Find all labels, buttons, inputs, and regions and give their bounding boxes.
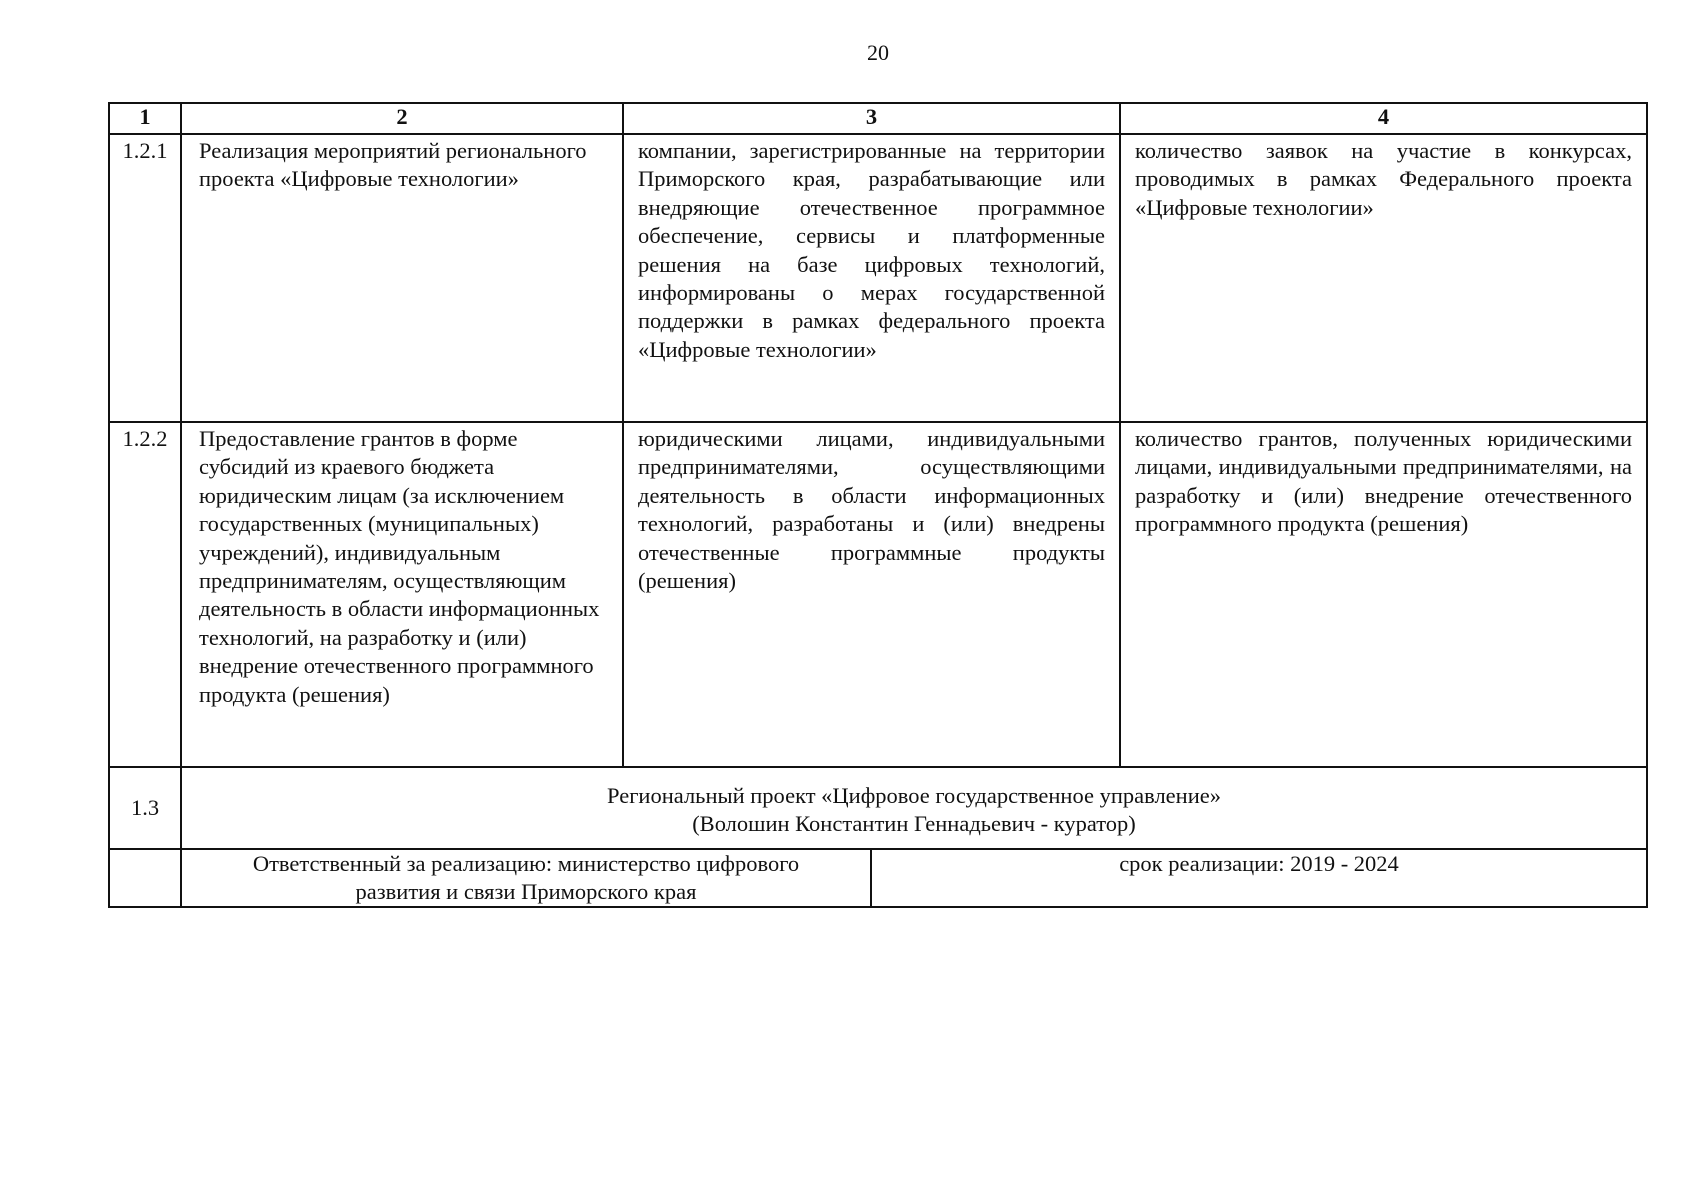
row-number: 1.2.2 xyxy=(109,422,181,767)
result-cell: юридическими лицами, индивидуальными предпринимателями, осуществляющими деятельность в области информационных технологий, разработаны и (или) внедрены отечественные программные продукты (решения) xyxy=(623,422,1120,767)
responsible-line-2: развития и связи Приморского края xyxy=(355,879,697,904)
column-header-1: 1 xyxy=(109,103,181,134)
column-header-2: 2 xyxy=(181,103,623,134)
table-header-row xyxy=(109,103,1647,134)
indicator-cell: количество заявок на участие в конкурсах, проводимых в рамках Федерального проекта «Цифровые технологии» xyxy=(1120,134,1647,422)
responsible-row xyxy=(109,849,1647,907)
event-cell: Предоставление грантов в форме субсидий из краевого бюджета юридическим лицам (за исключением государственных (муниципальных) учреждений), индивидуальным предпринимателям, осуществляющим деятельность в области информационных технологий, на разработку и (или) внедрение отечественного программного продукта (решения) xyxy=(181,422,623,767)
result-cell: компании, зарегистрированные на территории Приморского края, разрабатывающие или внедряющие отечественное программное обеспечение, сервисы и платформенные решения на базе цифровых технологий, информированы о мерах государственной поддержки в рамках федерального проекта «Цифровые технологии» xyxy=(623,134,1120,422)
responsible-container xyxy=(181,849,1647,907)
project-title: Региональный проект «Цифровое государственное управление» xyxy=(607,782,1221,808)
empty-number-cell xyxy=(109,849,181,907)
project-row xyxy=(109,767,1647,849)
project-cell xyxy=(181,767,1647,849)
project-number: 1.3 xyxy=(109,767,181,849)
indicator-cell: количество грантов, полученных юридическими лицами, индивидуальными предпринимателями, на разработку и (или) внедрение отечественного программного продукта (решения) xyxy=(1120,422,1647,767)
responsible-inner-table xyxy=(182,850,1646,906)
page-number: 20 xyxy=(867,40,889,65)
column-header-3: 3 xyxy=(623,103,1120,134)
project-curator: (Волошин Константин Геннадьевич - куратор) xyxy=(692,811,1136,836)
responsible-line-1: Ответственный за реализацию: министерство цифрового xyxy=(252,851,800,876)
program-table xyxy=(108,102,1648,908)
row-number: 1.2.1 xyxy=(109,134,181,422)
event-cell: Реализация мероприятий регионального проекта «Цифровые технологии» xyxy=(181,134,623,422)
column-header-4: 4 xyxy=(1120,103,1647,134)
period-cell: срок реализации: 2019 - 2024 xyxy=(1119,851,1399,876)
table-row xyxy=(109,134,1647,422)
table-row xyxy=(109,422,1647,767)
responsible-cell xyxy=(182,850,871,906)
